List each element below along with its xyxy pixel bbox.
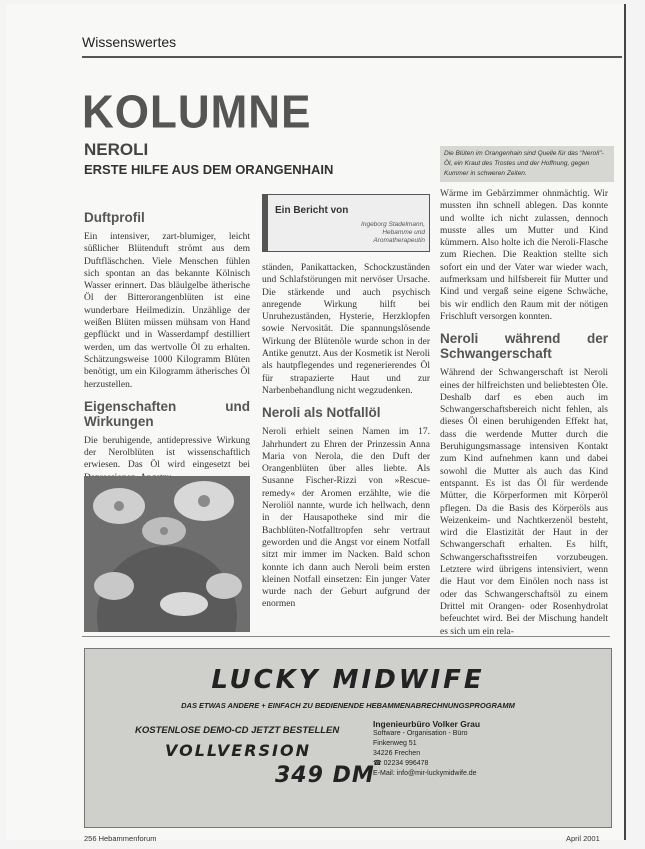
paragraph: Ein intensiver, zart-blumiger, leicht süßlicher Blütenduft strömt aus dem Duftfläschchen. Viele Menschen fühlen sich spontan an das bekannte Kölnisch Wasser erinnert. Das bläulgelbe ätherische Öl der Bitterorangenblüten ist eine wunderbare Heilmedizin. Unzählige der weißen Blüten müssen mühsam von Hand gepflückt und in Wasserdampf destilliert werden, um das wertvolle Öl zu erhalten. Schätzungsweise 1000 Kilogramm Blüten benötigt, um ein Kilogramm ätherisches Öl herzustellen. [84,232,250,390]
paragraph: Neroli erhielt seinen Namen im 17. Jahrhundert zu Ehren der Prinzessin Anna Maria von Nerola, die den Duft der Orangenblüten über alles liebte. Als Susanne Fischer-Rizzi von »Rescue-remedy« der Aromen erzählte, wie die Neroliöl nannte, wurde ich hellwach, denn in der Hausapotheke sind mir die Bachblüten-Notfalltropfen sehr vertraut geworden und die Angst vor einem Notfall sitzt mir immer im Nacken. Bald schon konnte ich dann auch Neroli beim ersten kleinen Notfall einsetzen: Ein junger Vater wurde nach der Geburt aufgrund der enormen [262,427,430,610]
heading-duftprofil: Duftprofil [84,210,145,225]
heading-schwangerschaft: Neroli während der Schwangerschaft [440,331,608,362]
ad-price: 349 DM [275,763,375,788]
paragraph: ständen, Panikattacken, Schockzuständen und Schlafstörungen mit nervöser Ursache. Die stärkende und auch psychisch anregende Wirkung hilft bei Unruhezuständen, Hysterie, Herzklopfen sowie Nervosität. Die spannungslösende Wirkung der Blütenöle wurde schon in der Antike genutzt. Aus der Kosmetik ist Neroli als hautpflegendes und regenerierendes Öl für strapazierte Haut und zur Narbenbehandlung nicht wegzudenken. [262,263,430,396]
ad-company: Ingenieurbüro Volker Grau [373,719,481,729]
ad-phone: ☎ 02234 996478 [373,760,429,767]
content-rule [82,636,610,637]
orange-blossom-photo [84,476,250,632]
paragraph: Die beruhigende, antidepressive Wirkung der Nerolblüten ist wissenschaftlich erwiesen. Das Öl wird eingesetzt bei [84,435,250,471]
paragraph: Wärme im Gebärzimmer ohnmächtig. Wir mussten ihn schnell ablegen. Das konnte und wollte ich nicht zulassen, dennoch musste alles um Mutter und Kind kümmern. Also holte ich die Neroli-Flasche zum Riechen. Die Reaktion stellte sich sofort ein und der Vater war wieder wach, aufmerksam und hilfsbereit für Mutter und Kind und vergaß seine eigene Schwäche, bis wir endlich den Raum mit der nötigen Frischluft versorgen konnten. [440,189,608,322]
heading-eigenschaften: Eigenschaften und Wirkungen [84,398,250,429]
column-2 [262,262,430,611]
footer-date: April 2001 [566,834,600,843]
ad-full-version: VOLLVERSION [165,741,311,760]
ad-tagline: Software - Organisation - Büro [373,730,468,737]
ad-email: E-Mail: info@mir-luckymidwife.de [373,770,477,777]
image-caption: Die Blüten im Orangenhain sind Quelle für das "Neroli"-Öl, ein Kraut des Trostes und der Hoffnung, gegen Kummer in schweren Zeiten. [440,146,614,182]
footer-page-info: 256 Hebammenforum [84,834,157,843]
column-1 [84,210,250,484]
heading-notfalloel: Neroli als Notfallöl [262,405,381,421]
report-box-author: Ingeborg Stadelmann, Hebamme und Aromatherapeutin [361,221,425,244]
page [6,4,626,843]
advertisement [84,648,612,828]
ad-city: 34226 Frechen [373,750,421,757]
header-rule [82,56,622,58]
article-tagline: ERSTE HILFE AUS DEM ORANGENHAIN [84,162,334,177]
ad-street: Finkenweg 51 [373,740,417,747]
report-box-accent [263,195,268,251]
ad-slogan: DAS ETWAS ANDERE + EINFACH ZU BEDIENENDE HEBAMMENABRECHNUNGSPROGRAMM [181,701,515,710]
column-3 [440,188,608,638]
section-tag: Wissenswertes [82,34,177,50]
orange-blossom-illustration [84,476,250,632]
page-title: KOLUMNE [82,86,312,139]
ad-demo-offer: KOSTENLOSE DEMO-CD JETZT BESTELLEN [135,725,340,736]
paragraph: Während der Schwangerschaft ist Neroli eines der hilfreichsten und beliebtesten Öle. Deshalb darf es eben auch im Schwangerschaftsbereich nicht fehlen, als dieses Öl einen beruhigenden Effekt hat, dass die werdende Mutter durch die Beruhigungsmassage intensiven Kontakt zum Kind aufnehmen kann und dabei sowohl die Mutter als auch das Kind entspannt. Es ist das Öl für werdende Mütter, die Körperformen mit Körperöl pflegen. Da die Basis des Körperöls aus Weizenkeim- und Nachtkerzenöl besteht, wird die Elastizität der Haut in der Schwangerschaft erhalten. Es hilft, Schwangerschaftsstreifen vorzubeugen. Letztere wird übrigens intensiviert, wenn die Haut vor dem Einölen noch nass ist oder das Schwangerschaftsöl zu einem Drittel mit Orangen- oder Rosenhydrolat befeuchtet wird. Bei der Mischung handelt es sich um ein rela- [440,368,608,637]
ad-title: LUCKY MIDWIFE [211,665,485,695]
report-box [262,194,430,252]
report-box-title: Ein Bericht von [275,205,349,216]
ad-contact [373,719,543,779]
article-subtitle: NEROLI [84,140,149,159]
